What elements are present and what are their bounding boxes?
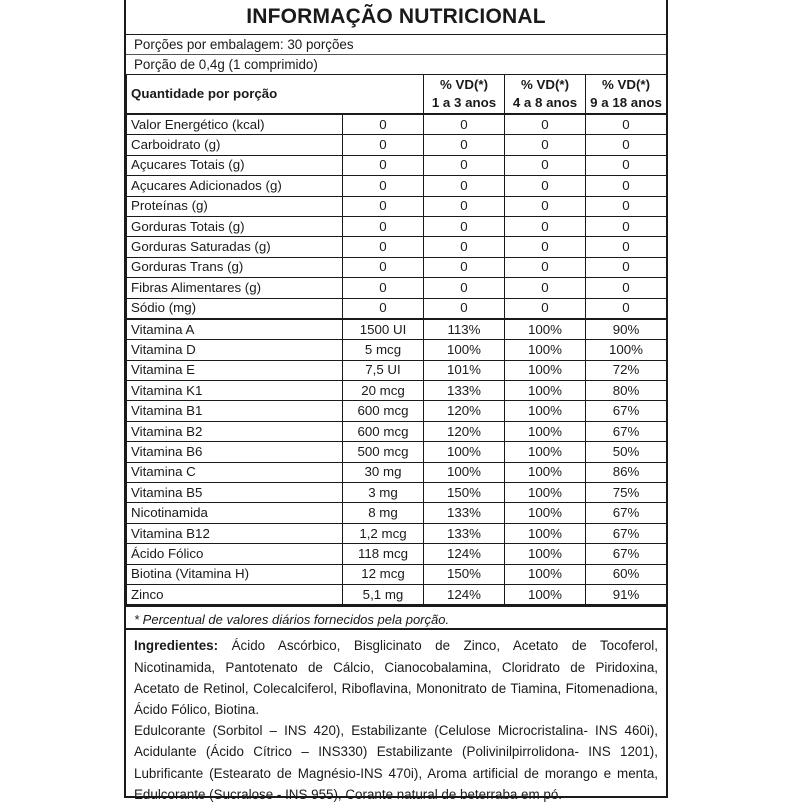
nutrient-name: Vitamina C <box>127 462 343 482</box>
amount-cell: 0 <box>343 216 424 236</box>
ingredients-text: Ácido Ascórbico, Bisglicinato de Zinco, Acetato de Tocoferol, Nicotinamida, Pantotenato de Cálcio, Cianocobalamina, Cloridrato de Piridoxina, Acetato de Retinol, Colecalciferol, Riboflavina, Mononitrato de Tiamina, Fitomenadiona, Ácido Fólico, Biotina. <box>134 638 658 717</box>
vd-4-8-cell: 100% <box>505 421 586 441</box>
vd-4-8-cell: 0 <box>505 155 586 175</box>
vd-1-3-cell: 0 <box>424 135 505 155</box>
vd-header-age: 4 a 8 anos <box>512 95 578 110</box>
vd-9-18-cell: 100% <box>586 340 667 360</box>
amount-cell: 8 mg <box>343 503 424 523</box>
additives-text: Edulcorante (Sorbitol – INS 420), Estabilizante (Celulose Microcristalina- INS 460i), Acidulante (Ácido Cítrico – INS330) Estabilizante (Polivinilpirrolidona- INS 1201), Lubrificante (Estearato de Magnésio-INS 470i), Aroma artificial de morango e menta, Edulcorante (Sucralose - INS 955), Corante natural de beterraba em pó. <box>134 723 658 802</box>
nutrient-name: Valor Energético (kcal) <box>127 114 343 135</box>
table-row <box>127 421 667 441</box>
nutrient-name: Açucares Adicionados (g) <box>127 176 343 196</box>
table-row <box>127 360 667 380</box>
vd-4-8-cell: 0 <box>505 216 586 236</box>
vd-4-8-cell: 0 <box>505 278 586 298</box>
nutrient-name: Vitamina B5 <box>127 483 343 503</box>
serving-size: Porção de 0,4g (1 comprimido) <box>126 54 666 74</box>
nutrition-table <box>126 74 667 605</box>
nutrient-name: Açucares Totais (g) <box>127 155 343 175</box>
vd-9-18-cell: 0 <box>586 176 667 196</box>
nutrient-name: Vitamina B1 <box>127 401 343 421</box>
table-row <box>127 257 667 277</box>
vd-9-18-cell: 67% <box>586 523 667 543</box>
nutrient-name: Vitamina B2 <box>127 421 343 441</box>
vd-1-3-cell: 150% <box>424 483 505 503</box>
nutrient-name: Zinco <box>127 584 343 604</box>
vd-4-8-cell: 100% <box>505 462 586 482</box>
ingredients-list <box>134 635 658 720</box>
amount-cell: 5 mcg <box>343 340 424 360</box>
nutrient-name: Vitamina K1 <box>127 381 343 401</box>
ingredients-block <box>126 630 666 805</box>
vd-1-3-cell: 0 <box>424 114 505 135</box>
vd-1-3-cell: 120% <box>424 401 505 421</box>
vd-1-3-cell: 0 <box>424 298 505 319</box>
servings-per-package: Porções por embalagem: 30 porções <box>126 34 666 54</box>
amount-cell: 0 <box>343 257 424 277</box>
quantity-header: Quantidade por porção <box>127 75 424 115</box>
amount-cell: 0 <box>343 237 424 257</box>
vd-9-18-cell: 91% <box>586 584 667 604</box>
vd-4-8-cell: 100% <box>505 584 586 604</box>
vd-9-18-cell: 67% <box>586 503 667 523</box>
amount-cell: 0 <box>343 298 424 319</box>
amount-cell: 0 <box>343 135 424 155</box>
table-row <box>127 401 667 421</box>
amount-cell: 0 <box>343 278 424 298</box>
table-row <box>127 584 667 604</box>
vd-4-8-cell: 100% <box>505 340 586 360</box>
vd-header-line1: % VD(*) <box>520 77 570 92</box>
table-row <box>127 462 667 482</box>
vd-9-18-cell: 0 <box>586 298 667 319</box>
vd-4-8-cell: 100% <box>505 523 586 543</box>
vd-1-3-cell: 133% <box>424 381 505 401</box>
nutrient-name: Vitamina B12 <box>127 523 343 543</box>
table-row <box>127 503 667 523</box>
table-row <box>127 381 667 401</box>
vd-1-3-cell: 0 <box>424 278 505 298</box>
vd-4-8-cell: 100% <box>505 544 586 564</box>
vd-4-8-cell: 0 <box>505 298 586 319</box>
table-row <box>127 523 667 543</box>
amount-cell: 12 mcg <box>343 564 424 584</box>
vd-9-18-cell: 50% <box>586 442 667 462</box>
table-row <box>127 483 667 503</box>
vd-9-18-cell: 0 <box>586 155 667 175</box>
vd-9-18-cell: 0 <box>586 114 667 135</box>
vd-9-18-cell: 0 <box>586 278 667 298</box>
vd-1-3-cell: 100% <box>424 340 505 360</box>
table-row <box>127 442 667 462</box>
amount-cell: 7,5 UI <box>343 360 424 380</box>
amount-cell: 600 mcg <box>343 401 424 421</box>
vd-9-18-cell: 0 <box>586 237 667 257</box>
table-row <box>127 196 667 216</box>
vd-9-18-cell: 0 <box>586 257 667 277</box>
vd-9-18-cell: 67% <box>586 401 667 421</box>
vd-4-8-cell: 0 <box>505 176 586 196</box>
vd-header-4-8 <box>505 75 586 115</box>
amount-cell: 118 mcg <box>343 544 424 564</box>
vd-1-3-cell: 133% <box>424 503 505 523</box>
nutrient-name: Sódio (mg) <box>127 298 343 319</box>
nutrient-name: Vitamina A <box>127 319 343 340</box>
vd-1-3-cell: 100% <box>424 462 505 482</box>
vd-1-3-cell: 0 <box>424 176 505 196</box>
vd-4-8-cell: 100% <box>505 442 586 462</box>
vd-1-3-cell: 0 <box>424 196 505 216</box>
nutrient-name: Biotina (Vitamina H) <box>127 564 343 584</box>
vd-9-18-cell: 80% <box>586 381 667 401</box>
vd-1-3-cell: 101% <box>424 360 505 380</box>
vd-header-9-18 <box>586 75 667 115</box>
vd-1-3-cell: 0 <box>424 237 505 257</box>
table-row <box>127 544 667 564</box>
nutrition-label <box>124 0 668 802</box>
footnote: * Percentual de valores diários fornecidos pela porção. <box>126 605 666 630</box>
amount-cell: 1500 UI <box>343 319 424 340</box>
table-header-row <box>127 75 667 115</box>
nutrient-name: Nicotinamida <box>127 503 343 523</box>
amount-cell: 0 <box>343 196 424 216</box>
vd-1-3-cell: 0 <box>424 216 505 236</box>
table-row <box>127 298 667 319</box>
vd-4-8-cell: 100% <box>505 401 586 421</box>
vd-1-3-cell: 124% <box>424 544 505 564</box>
vd-4-8-cell: 100% <box>505 319 586 340</box>
nutrient-name: Carboidrato (g) <box>127 135 343 155</box>
vd-4-8-cell: 100% <box>505 360 586 380</box>
nutrient-name: Fibras Alimentares (g) <box>127 278 343 298</box>
vd-9-18-cell: 75% <box>586 483 667 503</box>
vd-1-3-cell: 100% <box>424 442 505 462</box>
vd-1-3-cell: 150% <box>424 564 505 584</box>
vd-9-18-cell: 90% <box>586 319 667 340</box>
nutrient-rows <box>127 114 667 319</box>
vd-4-8-cell: 0 <box>505 196 586 216</box>
vd-1-3-cell: 133% <box>424 523 505 543</box>
vd-4-8-cell: 0 <box>505 257 586 277</box>
vd-9-18-cell: 67% <box>586 421 667 441</box>
ingredients-label: Ingredientes: <box>134 638 219 654</box>
table-row <box>127 135 667 155</box>
vd-9-18-cell: 0 <box>586 135 667 155</box>
vd-1-3-cell: 124% <box>424 584 505 604</box>
vd-9-18-cell: 86% <box>586 462 667 482</box>
table-row <box>127 176 667 196</box>
vd-9-18-cell: 72% <box>586 360 667 380</box>
amount-cell: 600 mcg <box>343 421 424 441</box>
nutrient-name: Gorduras Saturadas (g) <box>127 237 343 257</box>
nutrient-name: Vitamina D <box>127 340 343 360</box>
table-row <box>127 564 667 584</box>
table-row <box>127 216 667 236</box>
vd-9-18-cell: 0 <box>586 216 667 236</box>
vd-header-line1: % VD(*) <box>439 77 489 92</box>
vd-4-8-cell: 100% <box>505 564 586 584</box>
amount-cell: 500 mcg <box>343 442 424 462</box>
vd-4-8-cell: 100% <box>505 483 586 503</box>
vd-header-1-3 <box>424 75 505 115</box>
amount-cell: 0 <box>343 176 424 196</box>
vd-4-8-cell: 100% <box>505 503 586 523</box>
vd-1-3-cell: 113% <box>424 319 505 340</box>
nutrient-name: Ácido Fólico <box>127 544 343 564</box>
amount-cell: 0 <box>343 114 424 135</box>
vd-1-3-cell: 0 <box>424 155 505 175</box>
nutrient-name: Vitamina B6 <box>127 442 343 462</box>
vitamin-rows <box>127 319 667 605</box>
amount-cell: 20 mcg <box>343 381 424 401</box>
vd-1-3-cell: 0 <box>424 257 505 277</box>
amount-cell: 30 mg <box>343 462 424 482</box>
nutrient-name: Gorduras Totais (g) <box>127 216 343 236</box>
vd-4-8-cell: 0 <box>505 114 586 135</box>
vd-header-age: 1 a 3 anos <box>431 95 497 110</box>
table-row <box>127 237 667 257</box>
nutrient-name: Vitamina E <box>127 360 343 380</box>
vd-header-line1: % VD(*) <box>601 77 651 92</box>
nutrient-name: Gorduras Trans (g) <box>127 257 343 277</box>
vd-1-3-cell: 120% <box>424 421 505 441</box>
vd-9-18-cell: 60% <box>586 564 667 584</box>
vd-9-18-cell: 67% <box>586 544 667 564</box>
vd-4-8-cell: 0 <box>505 237 586 257</box>
vd-4-8-cell: 0 <box>505 135 586 155</box>
table-row <box>127 340 667 360</box>
vd-4-8-cell: 100% <box>505 381 586 401</box>
amount-cell: 1,2 mcg <box>343 523 424 543</box>
amount-cell: 3 mg <box>343 483 424 503</box>
table-row <box>127 114 667 135</box>
nutrient-name: Proteínas (g) <box>127 196 343 216</box>
label-title: INFORMAÇÃO NUTRICIONAL <box>246 5 546 28</box>
amount-cell: 0 <box>343 155 424 175</box>
vd-header-age: 9 a 18 anos <box>590 95 662 110</box>
amount-cell: 5,1 mg <box>343 584 424 604</box>
table-row <box>127 278 667 298</box>
vd-9-18-cell: 0 <box>586 196 667 216</box>
table-row <box>127 155 667 175</box>
table-row <box>127 319 667 340</box>
